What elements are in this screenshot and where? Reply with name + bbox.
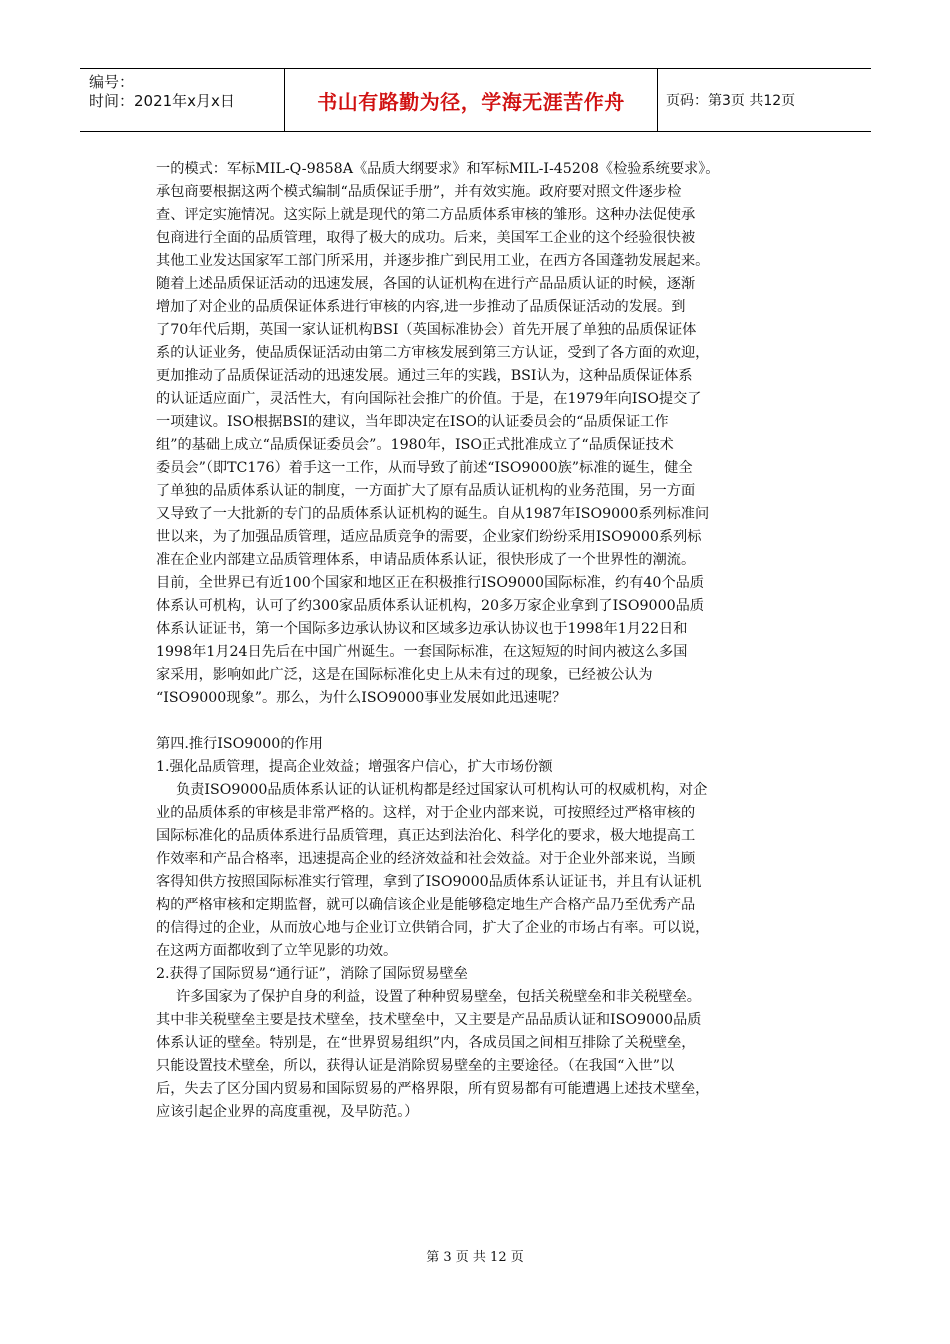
text-line: 目前，全世界已有近100个国家和地区正在积极推行ISO9000国际标准，约有40个品质 [156, 575, 705, 591]
text-line: 的信得过的企业，从而放心地与企业订立供销合同，扩大了企业的市场占有率。可以说， [156, 920, 710, 936]
document-body [156, 158, 806, 1124]
spacer [156, 710, 806, 733]
paragraph-benefits [156, 779, 806, 963]
text-line: 准在企业内部建立品质管理体系，申请品质体系认证，很快形成了一个世界性的潮流。 [156, 552, 696, 568]
text-line: 查、评定实施情况。这实际上就是现代的第二方品质体系审核的雏形。这种办法促使承 [156, 207, 696, 223]
header-left-cell [80, 69, 285, 131]
text-line: 增加了对企业的品质保证体系进行审核的内容,进一步推动了品质保证活动的发展。到 [156, 299, 686, 315]
text-line: 一项建议。ISO根据BSI的建议，当年即决定在ISO的认证委员会的“品质保证工作 [156, 414, 669, 430]
text-line: 又导致了一大批新的专门的品质体系认证机构的诞生。自从1987年ISO9000系列标准问 [156, 506, 710, 522]
text-line: 只能设置技术壁垒，所以，获得认证是消除贸易壁垒的主要途径。（在我国“入世”以 [156, 1058, 675, 1074]
paragraph-trade [156, 986, 806, 1124]
text-line: 其他工业发达国家军工部门所采用，并逐步推广到民用工业，在西方各国蓬勃发展起来。 [156, 253, 710, 269]
text-line: 作效率和产品合格率，迅速提高企业的经济效益和社会效益。对于企业外部来说，当顾 [156, 851, 696, 867]
text-line: 客得知供方按照国际标准实行管理，拿到了ISO9000品质体系认证证书，并且有认证机 [156, 874, 702, 890]
text-line: 其中非关税壁垒主要是技术壁垒，技术壁垒中，又主要是产品品质认证和ISO9000品质 [156, 1012, 702, 1028]
text-line: 许多国家为了保护自身的利益，设置了种种贸易壁垒，包括关税壁垒和非关税壁垒。 [176, 989, 701, 1005]
text-line: 了70年代后期，英国一家认证机构BSI（英国标准协会）首先开展了单独的品质保证体 [156, 322, 697, 338]
number-label: 编号： [89, 73, 135, 91]
text-line: 应该引起企业界的高度重视，及早防范。） [156, 1104, 419, 1120]
date-label: 时间：2021年x月x日 [89, 92, 235, 110]
text-line: “ISO9000现象”。那么，为什么ISO9000事业发展如此迅速呢？ [156, 690, 567, 706]
text-line: 家采用，影响如此广泛，这是在国际标准化史上从未有过的现象，已经被公认为 [156, 667, 653, 683]
text-line: 体系认可机构，认可了约300家品质体系认证机构，20多万家企业拿到了ISO9000品质 [156, 598, 705, 614]
subsection-2-title: 2.获得了国际贸易“通行证”，消除了国际贸易壁垒 [156, 966, 468, 982]
text-line: 国际标准化的品质体系进行品质管理，真正达到法治化、科学化的要求，极大地提高工 [156, 828, 696, 844]
page-label: 页码：第3页 共12页 [666, 93, 796, 109]
text-line: 在这两方面都收到了立竿见影的功效。 [156, 943, 398, 959]
paragraph-history [156, 158, 806, 710]
subsection-1-title: 1.强化品质管理，提高企业效益；增强客户信心，扩大市场份额 [156, 759, 553, 775]
text-line: 包商进行全面的品质管理，取得了极大的成功。后来，美国军工企业的这个经验很快被 [156, 230, 696, 246]
text-line: 负责ISO9000品质体系认证的认证机构都是经过国家认可机构认可的权威机构，对企 [176, 782, 708, 798]
text-line: 委员会”（即TC176）着手这一工作，从而导致了前述“ISO9000族”标准的诞生，健全 [156, 460, 693, 476]
text-line: 一的模式：军标MIL-Q-9858A《品质大纲要求》和军标MIL-I-45208《检验系统要求》。 [156, 161, 720, 177]
text-line: 组”的基础上成立“品质保证委员会”。1980年，ISO正式批准成立了“品质保证技术 [156, 437, 674, 453]
text-line: 体系认证证书，第一个国际多边承认协议和区域多边承认协议也于1998年1月22日和 [156, 621, 688, 637]
text-line: 承包商要根据这两个模式编制“品质保证手册”，并有效实施。政府要对照文件逐步检 [156, 184, 682, 200]
page-footer: 第 3 页 共 12 页 [426, 1250, 524, 1265]
motto: 书山有路勤为径，学海无涯苦作舟 [285, 69, 658, 131]
text-line: 体系认证的壁垒。特别是，在“世界贸易组织”内，各成员国之间相互排除了关税壁垒， [156, 1035, 696, 1051]
text-line: 业的品质体系的审核是非常严格的。这样，对于企业内部来说，可按照经过严格审核的 [156, 805, 696, 821]
section-title: 第四.推行ISO9000的作用 [156, 736, 323, 752]
text-line: 后，失去了区分国内贸易和国际贸易的严格界限，所有贸易都有可能遭遇上述技术壁垒， [156, 1081, 710, 1097]
text-line: 构的严格审核和定期监督，就可以确信该企业是能够稳定地生产合格产品乃至优秀产品 [156, 897, 696, 913]
text-line: 1998年1月24日先后在中国广州诞生。一套国际标准，在这短短的时间内被这么多国 [156, 644, 688, 660]
header-table [80, 68, 871, 132]
text-line: 世以来，为了加强品质管理，适应品质竞争的需要，企业家们纷纷采用ISO9000系列标 [156, 529, 702, 545]
text-line: 的认证适应面广，灵活性大，有向国际社会推广的价值。于是，在1979年向ISO提交了 [156, 391, 702, 407]
text-line: 系的认证业务，使品质保证活动由第二方审核发展到第三方认证，受到了各方面的欢迎， [156, 345, 710, 361]
text-line: 更加推动了品质保证活动的迅速发展。通过三年的实践，BSI认为，这种品质保证体系 [156, 368, 693, 384]
text-line: 随着上述品质保证活动的迅速发展，各国的认证机构在进行产品品质认证的时候，逐渐 [156, 276, 696, 292]
text-line: 了单独的品质体系认证的制度，一方面扩大了原有品质认证机构的业务范围，另一方面 [156, 483, 696, 499]
